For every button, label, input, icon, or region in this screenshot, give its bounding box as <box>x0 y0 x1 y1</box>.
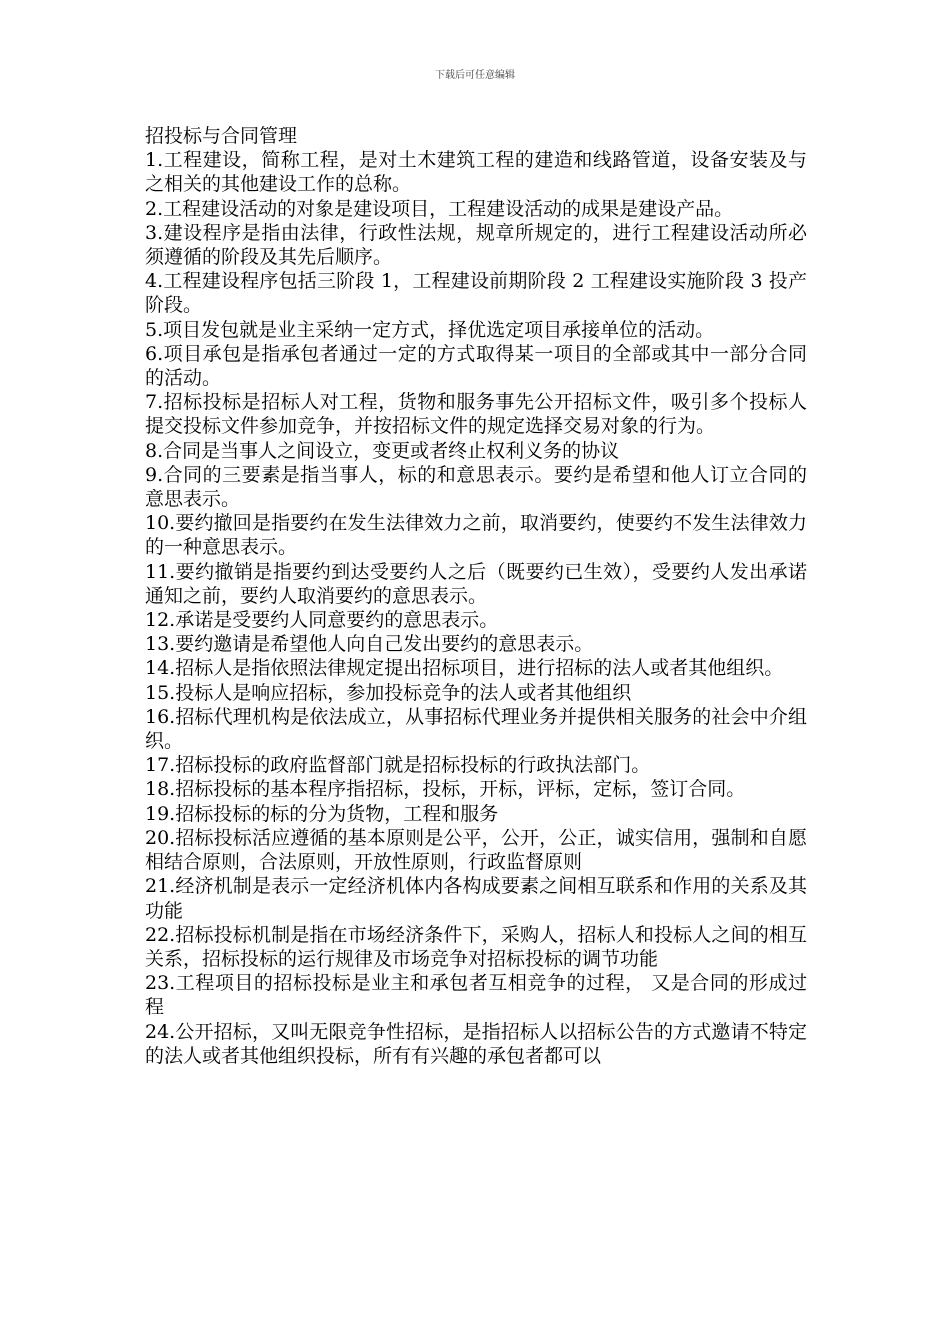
paragraph-14: 14.招标人是指依照法律规定提出招标项目，进行招标的法人或者其他组织。 <box>145 657 784 680</box>
paragraph-12: 12.承诺是受要约人同意要约的意思表示。 <box>145 609 499 632</box>
paragraph-4: 4.工程建设程序包括三阶段 1，工程建设前期阶段 2 工程建设实施阶段 3 投产阶段。 <box>145 270 807 317</box>
paragraph-3: 3.建设程序是指由法律，行政性法规，规章所规定的，进行工程建设活动所必须遵循的阶段及其先后顺序。 <box>145 221 807 269</box>
paragraph-17: 17.招标投标的政府监督部门就是招标投标的行政执法部门。 <box>145 754 651 777</box>
paragraph-8: 8.合同是当事人之间设立，变更或者终止权利义务的协议 <box>145 439 620 462</box>
paragraph-9: 9.合同的三要素是指当事人，标的和意思表示。要约是希望和他人订立合同的意思表示。 <box>145 463 807 511</box>
paragraph-22: 22.招标投标机制是指在市场经济条件下，采购人，招标人和投标人之间的相互关系，招标投标的运行规律及市场竞争对招标投标的调节功能 <box>145 923 807 970</box>
paragraph-5: 5.项目发包就是业主采纳一定方式，择优选定项目承接单位的活动。 <box>145 318 715 341</box>
header-note: 下载后可任意编辑 <box>435 70 515 81</box>
paragraph-19: 19.招标投标的标的分为货物，工程和服务 <box>145 802 499 825</box>
paragraph-16: 16.招标代理机构是依法成立，从事招标代理业务并提供相关服务的社会中介组织。 <box>145 705 807 753</box>
paragraph-7: 7.招标投标是招标人对工程，货物和服务事先公开招标文件，吸引多个投标人提交投标文件参加竞争，并按招标文件的规定选择交易对象的行为。 <box>145 391 807 438</box>
paragraph-20: 20.招标投标活应遵循的基本原则是公平，公开，公正，诚实信用，强制和自愿相结合原则，合法原则，开放性原则，行政监督原则 <box>145 826 807 874</box>
paragraph-2: 2.工程建设活动的对象是建设项目，工程建设活动的成果是建设产品。 <box>145 197 734 220</box>
paragraph-18: 18.招标投标的基本程序指招标，投标，开标，评标，定标，签订合同。 <box>145 778 746 801</box>
document-title: 招投标与合同管理 <box>145 125 298 147</box>
paragraph-15: 15.投标人是响应招标，参加投标竞争的法人或者其他组织 <box>145 681 632 704</box>
paragraph-21: 21.经济机制是表示一定经济机体内各构成要素之间相互联系和作用的关系及其功能 <box>145 875 807 922</box>
paragraph-1: 1.工程建设，简称工程，是对土木建筑工程的建造和线路管道，设备安装及与之相关的其他建设工作的总称。 <box>145 149 807 196</box>
document-body <box>145 124 807 1068</box>
paragraph-6: 6.项目承包是指承包者通过一定的方式取得某一项目的全部或其中一部分合同的活动。 <box>145 342 807 390</box>
paragraph-24: 24.公开招标，又叫无限竞争性招标，是指招标人以招标公告的方式邀请不特定的法人或者其他组织投标，所有有兴趣的承包者都可以 <box>145 1020 807 1067</box>
paragraph-13: 13.要约邀请是希望他人向自己发出要约的意思表示。 <box>145 633 594 656</box>
paragraph-23: 23.工程项目的招标投标是业主和承包者互相竞争的过程， 又是合同的形成过程 <box>145 972 807 1019</box>
paragraph-11: 11.要约撤销是指要约到达受要约人之后（既要约已生效），受要约人发出承诺通知之前，要约人取消要约的意思表示。 <box>145 560 807 607</box>
paragraph-10: 10.要约撤回是指要约在发生法律效力之前，取消要约，使要约不发生法律效力的一种意思表示。 <box>145 512 807 559</box>
